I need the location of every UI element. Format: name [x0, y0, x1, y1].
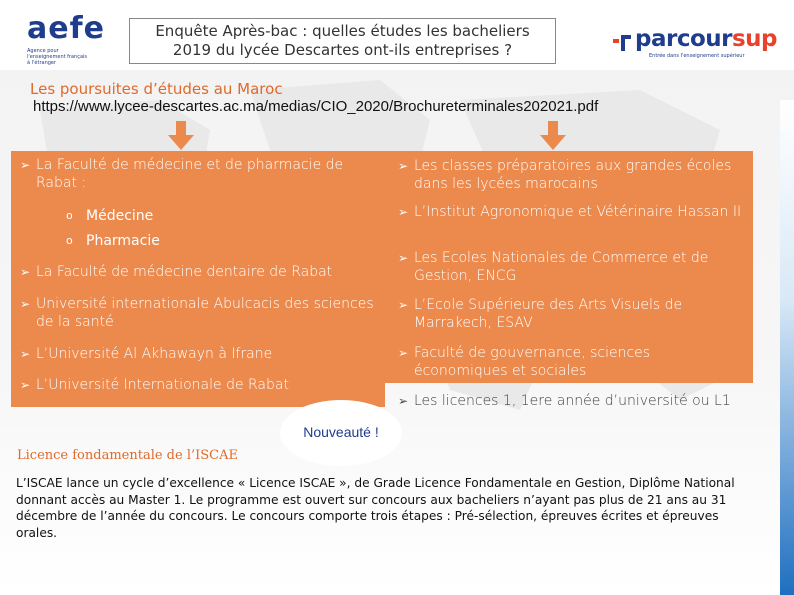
- licence-label: Licence fondamentale de l’ISCAE: [17, 448, 238, 463]
- arrow-bullet-icon: ➢: [20, 378, 31, 392]
- parcoursup-slogan: Entrée dans l'enseignement supérieur: [649, 53, 745, 59]
- section-title: Les poursuites d’études au Maroc: [30, 80, 283, 98]
- arrow-bullet-icon: ➢: [398, 159, 409, 173]
- page-title-line-2: 2019 du lycée Descartes ont-ils entreprises ?: [172, 41, 513, 59]
- arrow-bullet-icon: ➢: [20, 265, 31, 279]
- arrow-bullet-icon: ➢: [398, 394, 409, 408]
- arrow-bullet-icon: ➢: [398, 298, 409, 312]
- arrow-bullet-icon: ➢: [398, 251, 409, 265]
- decorative-strip: [780, 100, 794, 595]
- circle-bullet-icon: o: [66, 234, 73, 247]
- morocco-studies-right-panel: [385, 151, 753, 383]
- list-item: ➢ La Faculté de médecine dentaire de Rabat: [20, 264, 333, 280]
- parcoursup-logo: [613, 28, 783, 62]
- new-badge-label: Nouveauté !: [303, 424, 379, 440]
- sub-list-item: o Médecine: [66, 208, 154, 224]
- down-arrow-icon: [166, 121, 196, 151]
- list-item: ➢ Université internationale Abulcacis des sciences de la santé: [20, 296, 374, 330]
- arrow-bullet-icon: ➢: [20, 297, 31, 311]
- page-title: [129, 18, 556, 64]
- list-item: ➢ Les licences 1, 1ere année d’université ou L1: [398, 393, 731, 409]
- arrow-bullet-icon: ➢: [20, 158, 31, 172]
- aefe-logo: [27, 11, 107, 66]
- list-item: ➢ La Faculté de médecine et de pharmacie de Rabat :: [20, 157, 344, 191]
- list-item: ➢ Les classes préparatoires aux grandes écoles dans les lycées marocains: [398, 158, 732, 192]
- down-arrow-icon: [538, 121, 568, 151]
- sub-list-item: o Pharmacie: [66, 233, 160, 249]
- circle-bullet-icon: o: [66, 209, 73, 222]
- list-item: ➢ L’Université Internationale de Rabat: [20, 377, 289, 393]
- parcoursup-mark-icon: [613, 33, 635, 53]
- iscae-description: L’ISCAE lance un cycle d’excellence « Licence ISCAE », de Grade Licence Fondamentale en Gestion, Diplôme National donnant accès au Master 1. Le programme est ouvert sur concours aux bacheliers n’ayant pas plus de 21 ans au 31 décembre de l’année du concours. Le concours comporte trois étapes : Pré-sélection, épreuves écrites et épreuves orales.: [16, 476, 735, 540]
- aefe-logo-tagline: Agence pour l'enseignement français à l'étranger: [27, 48, 88, 66]
- brochure-link[interactable]: https://www.lycee-descartes.ac.ma/medias/CIO_2020/Brochureterminales202021.pdf: [33, 98, 599, 115]
- arrow-bullet-icon: ➢: [398, 346, 409, 360]
- list-item: ➢ L’Institut Agronomique et Vétérinaire Hassan II: [398, 204, 742, 220]
- aefe-logo-word: aefe: [27, 11, 105, 46]
- arrow-bullet-icon: ➢: [20, 347, 31, 361]
- page-title-line-1: Enquête Après-bac : quelles études les bacheliers: [155, 22, 530, 40]
- arrow-bullet-icon: ➢: [398, 205, 409, 219]
- list-item: ➢ L’Université Al Akhawayn à Ifrane: [20, 346, 273, 362]
- morocco-studies-left-panel: [11, 151, 385, 407]
- new-badge: [280, 400, 402, 466]
- parcoursup-logo-word: parcoursup: [635, 26, 778, 52]
- list-item: ➢ Faculté de gouvernance, sciences économiques et sociales: [398, 345, 651, 379]
- list-item: ➢ L’Ecole Supérieure des Arts Visuels de Marrakech, ESAV: [398, 297, 683, 331]
- list-item: ➢ Les Ecoles Nationales de Commerce et de Gestion, ENCG: [398, 250, 709, 284]
